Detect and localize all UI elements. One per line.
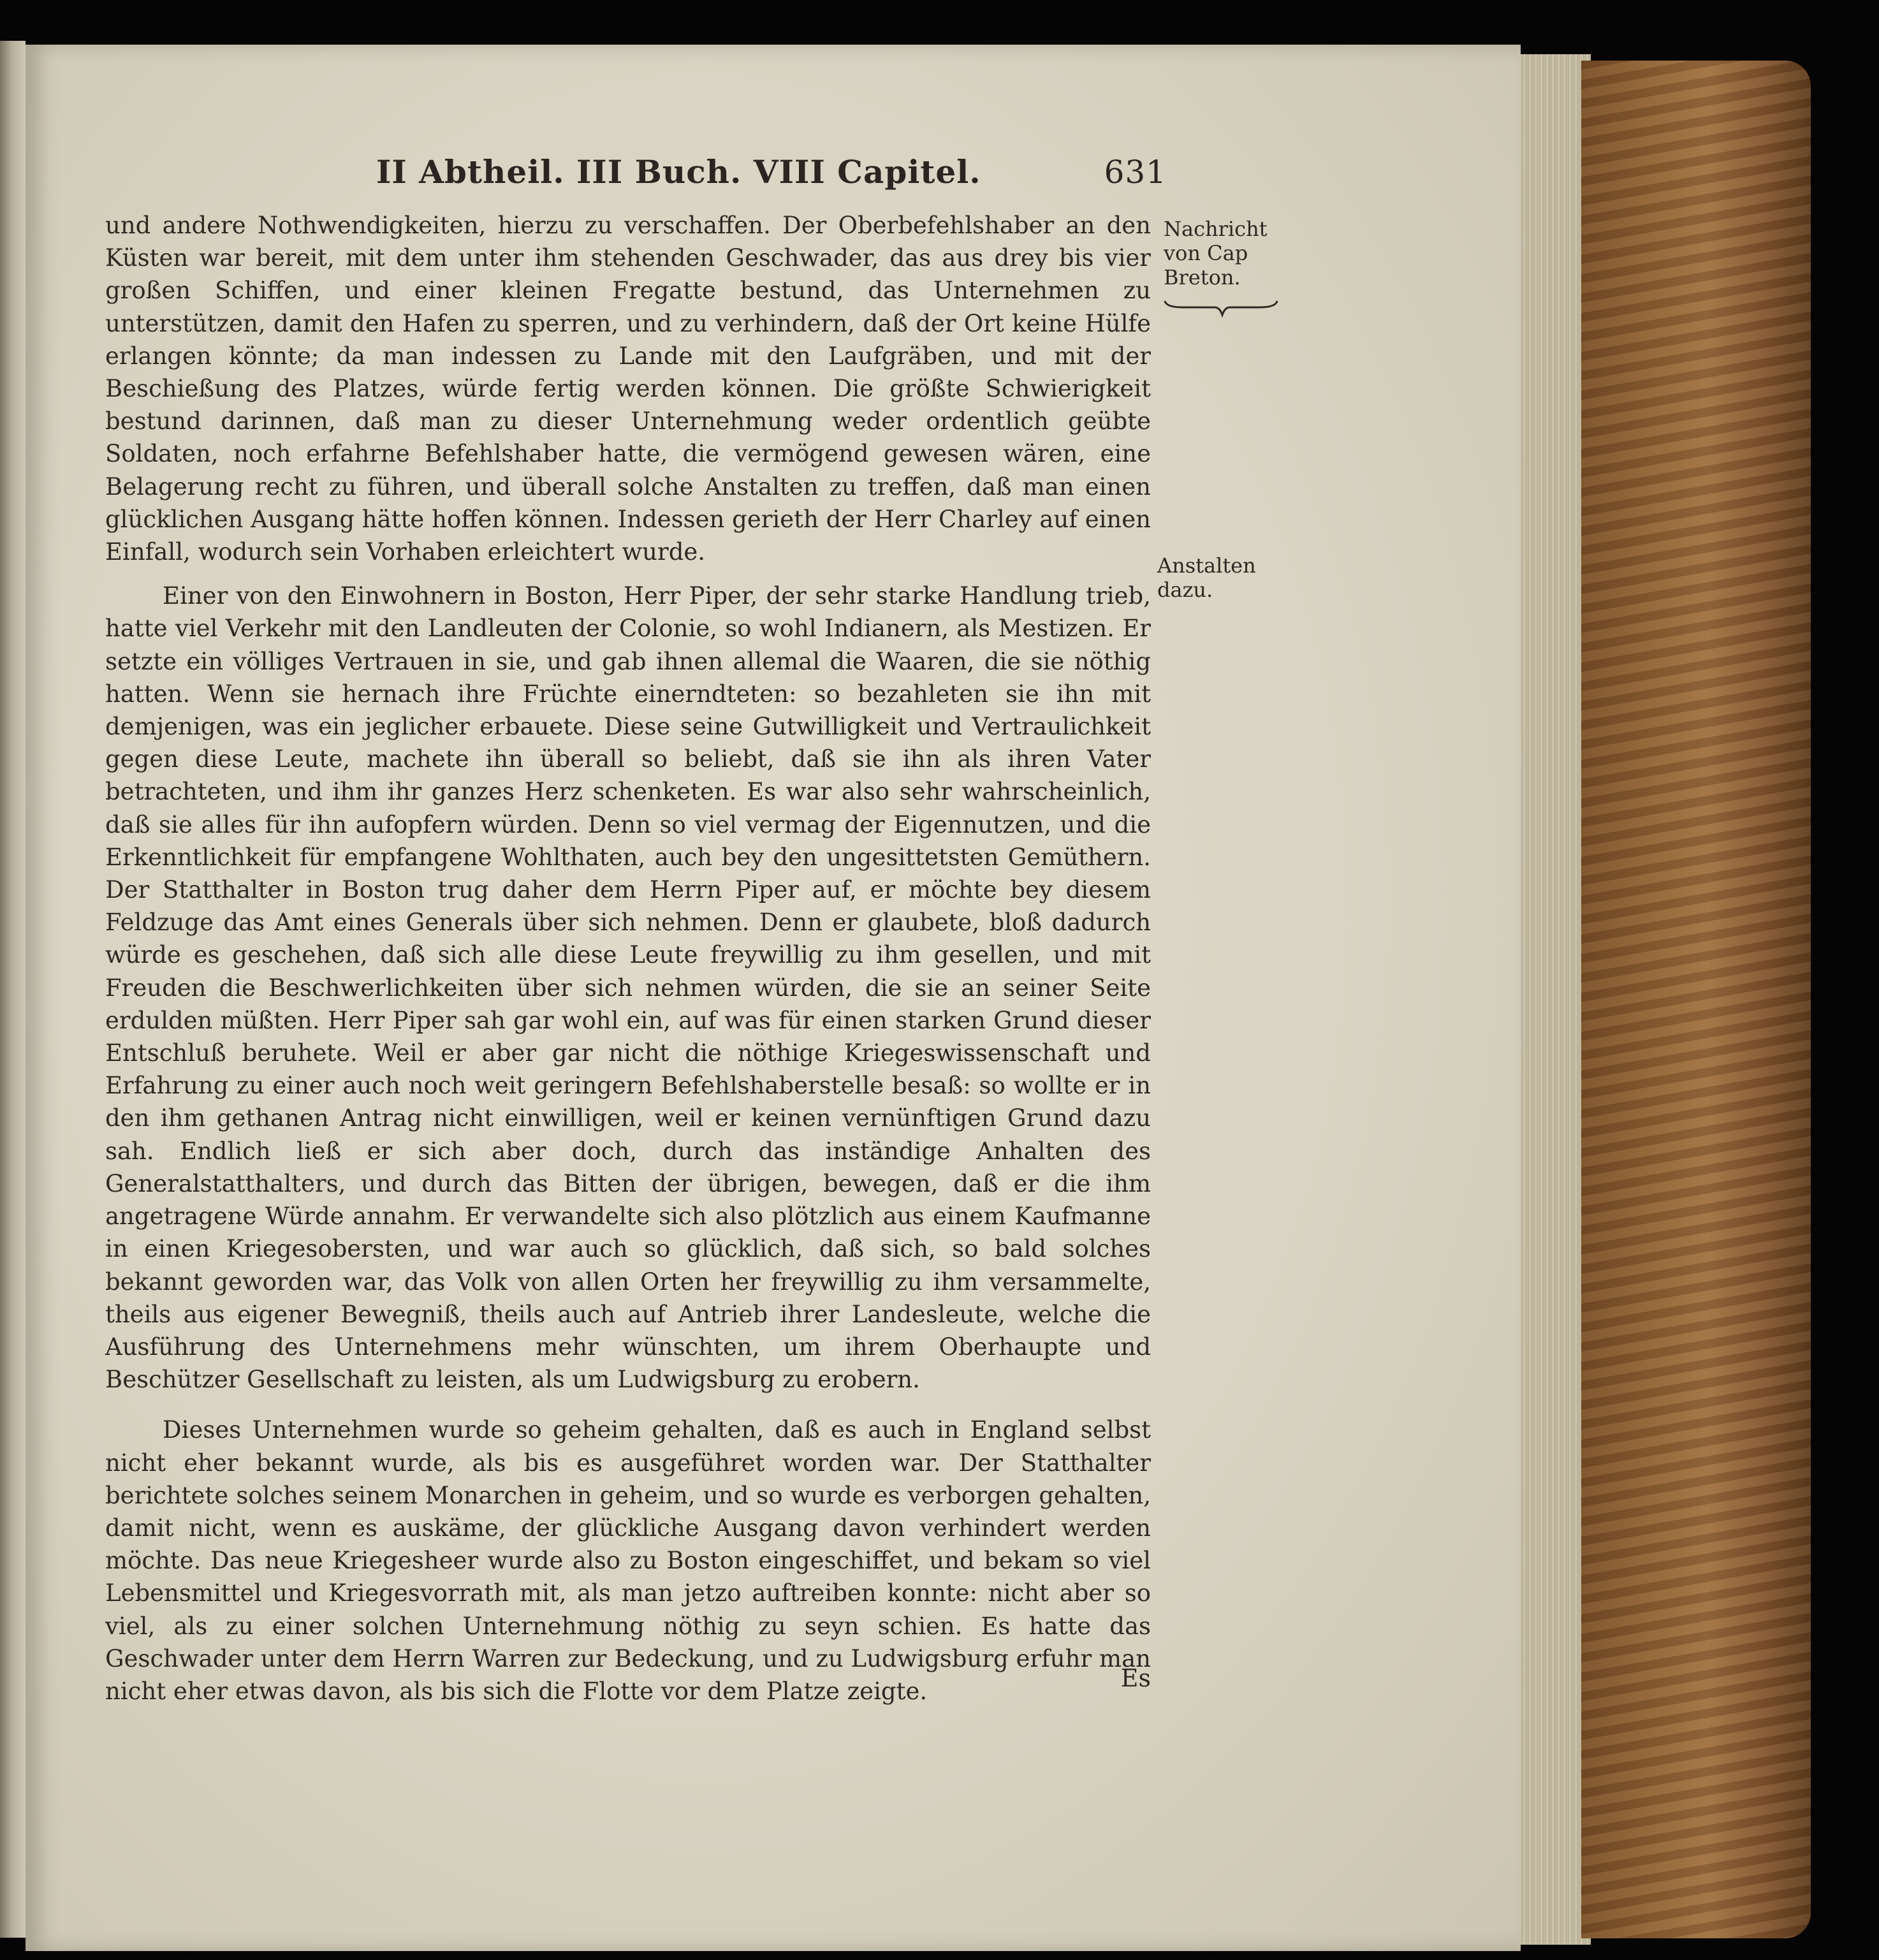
chapter-heading: II Abtheil. III Buch. VIII Capitel. <box>376 153 981 191</box>
margin-brace <box>1164 298 1278 318</box>
page-edges <box>1521 54 1591 1945</box>
page-number: 631 <box>1104 154 1167 191</box>
book-binding <box>1581 61 1811 1938</box>
body-text <box>105 209 1151 1708</box>
left-page-edge <box>0 41 26 1938</box>
paragraph-2: Einer von den Einwohnern in Boston, Herr Piper, der sehr starke Handlung trieb, hatte viel Verkehr mit den Landleuten der Colonie, so wohl Indianern, als Mestizen. Er setzte ein völliges Vertrauen in sie, und gab ihnen allemal die Waaren, die sie nöthig hatten. Wenn sie hernach ihre Früchte einerndteten: so bezahleten sie ihn mit demjenigen, was ein jeglicher erbauete. Diese seine Gutwilligkeit und Vertraulichkeit gegen diese Leute, machete ihn überall so beliebt, daß sie ihn als ihren Vater betrachteten, und ihm ihr ganzes Herz schenketen. Es war also sehr wahrscheinlich, daß sie alles für ihn aufopfern würden. Denn so viel vermag der Eigennutzen, und die Erkenntlichkeit für empfangene Wohlthaten, auch bey den ungesittetsten Gemüthern. Der Statthalter in Boston trug daher dem Herrn Piper auf, er möchte bey diesem Feldzuge das Amt eines Generals über sich nehmen. Denn er glaubete, bloß dadurch würde es geschehen, daß sich alle diese Leute freywillig zu ihm gesellen, und mit Freuden die Beschwerlichkeiten über sich nehmen würden, die sie an seiner Seite erdulden müßten. Herr Piper sah gar wohl ein, auf was für einen starken Grund dieser Entschluß beruhete. Weil er aber gar nicht die nöthige Kriegeswissenschaft und Erfahrung zu einer auch noch weit geringern Befehlshaberstelle besaß: so wollte er in den ihm gethanen Antrag nicht einwilligen, weil er keinen vernünftigen Grund dazu sah. Endlich ließ er sich aber doch, durch das inständige Anhalten des Generalstatthalters, und durch das Bitten der übrigen, bewegen, daß er die ihm angetragene Würde annahm. Er verwandelte sich also plötzlich aus einem Kaufmanne in einen Kriegesobersten, und war auch so glücklich, daß sich, so bald solches bekannt geworden war, das Volk von allen Orten her freywillig zu ihm versammelte, theils aus eigener Bewegniß, theils auch auf Antrieb ihrer Landesleute, welche die Ausführung des Unternehmens mehr wünschten, um ihrem Oberhaupte und Beschützer Gesellschaft zu leisten, als um Ludwigsburg zu erobern. <box>105 582 1151 1394</box>
margin-note-cap-breton: Nachricht von Cap Breton. <box>1164 217 1268 289</box>
running-head <box>376 153 1167 204</box>
paragraph-3: Dieses Unternehmen wurde so geheim gehalten, daß es auch in England selbst nicht eher bekannt wurde, als bis es ausgeführet worden war. Der Statthalter berichtete solches seinem Monarchen in geheim, und so wurde es verborgen gehalten, damit nicht, wenn es auskäme, der glückliche Ausgang davon verhindert werden möchte. Das neue Kriegesheer wurde also zu Boston eingeschiffet, und bekam so viel Lebensmittel und Kriegesvorrath mit, als man jetzo auftreiben konnte: nicht aber so viel, als zu einer solchen Unternehmung nöthig zu seyn schien. Es hatte das Geschwader unter dem Herrn Warren zur Bedeckung, und zu Ludwigsburg erfuhr man nicht eher etwas davon, als bis sich die Flotte vor dem Platze zeigte. <box>105 1416 1151 1705</box>
catchword: Es <box>1120 1664 1151 1692</box>
paragraph-1: und andere Nothwendigkeiten, hierzu zu verschaffen. Der Oberbefehlshaber an den Küsten war bereit, mit dem unter ihm stehenden Geschwader, das aus drey bis vier großen Schiffen, und einer kleinen Fregatte bestund, das Unternehmen zu unterstützen, damit den Hafen zu sperren, und zu verhindern, daß der Ort keine Hülfe erlangen könnte; da man indessen zu Lande mit den Laufgräben, und mit der Beschießung des Platzes, würde fertig werden können. Die größte Schwierigkeit bestund darinnen, daß man zu dieser Unternehmung weder ordentlich geübte Soldaten, noch erfahrne Befehlshaber hatte, die vermögend gewesen wären, eine Belagerung recht zu führen, und überall solche Anstalten zu treffen, daß man einen glücklichen Ausgang hätte hoffen können. Indessen gerieth der Herr Charley auf einen Einfall, wodurch sein Vorhaben erleichtert wurde. <box>105 212 1151 566</box>
margin-note-anstalten: Anstalten dazu. <box>1157 553 1256 602</box>
